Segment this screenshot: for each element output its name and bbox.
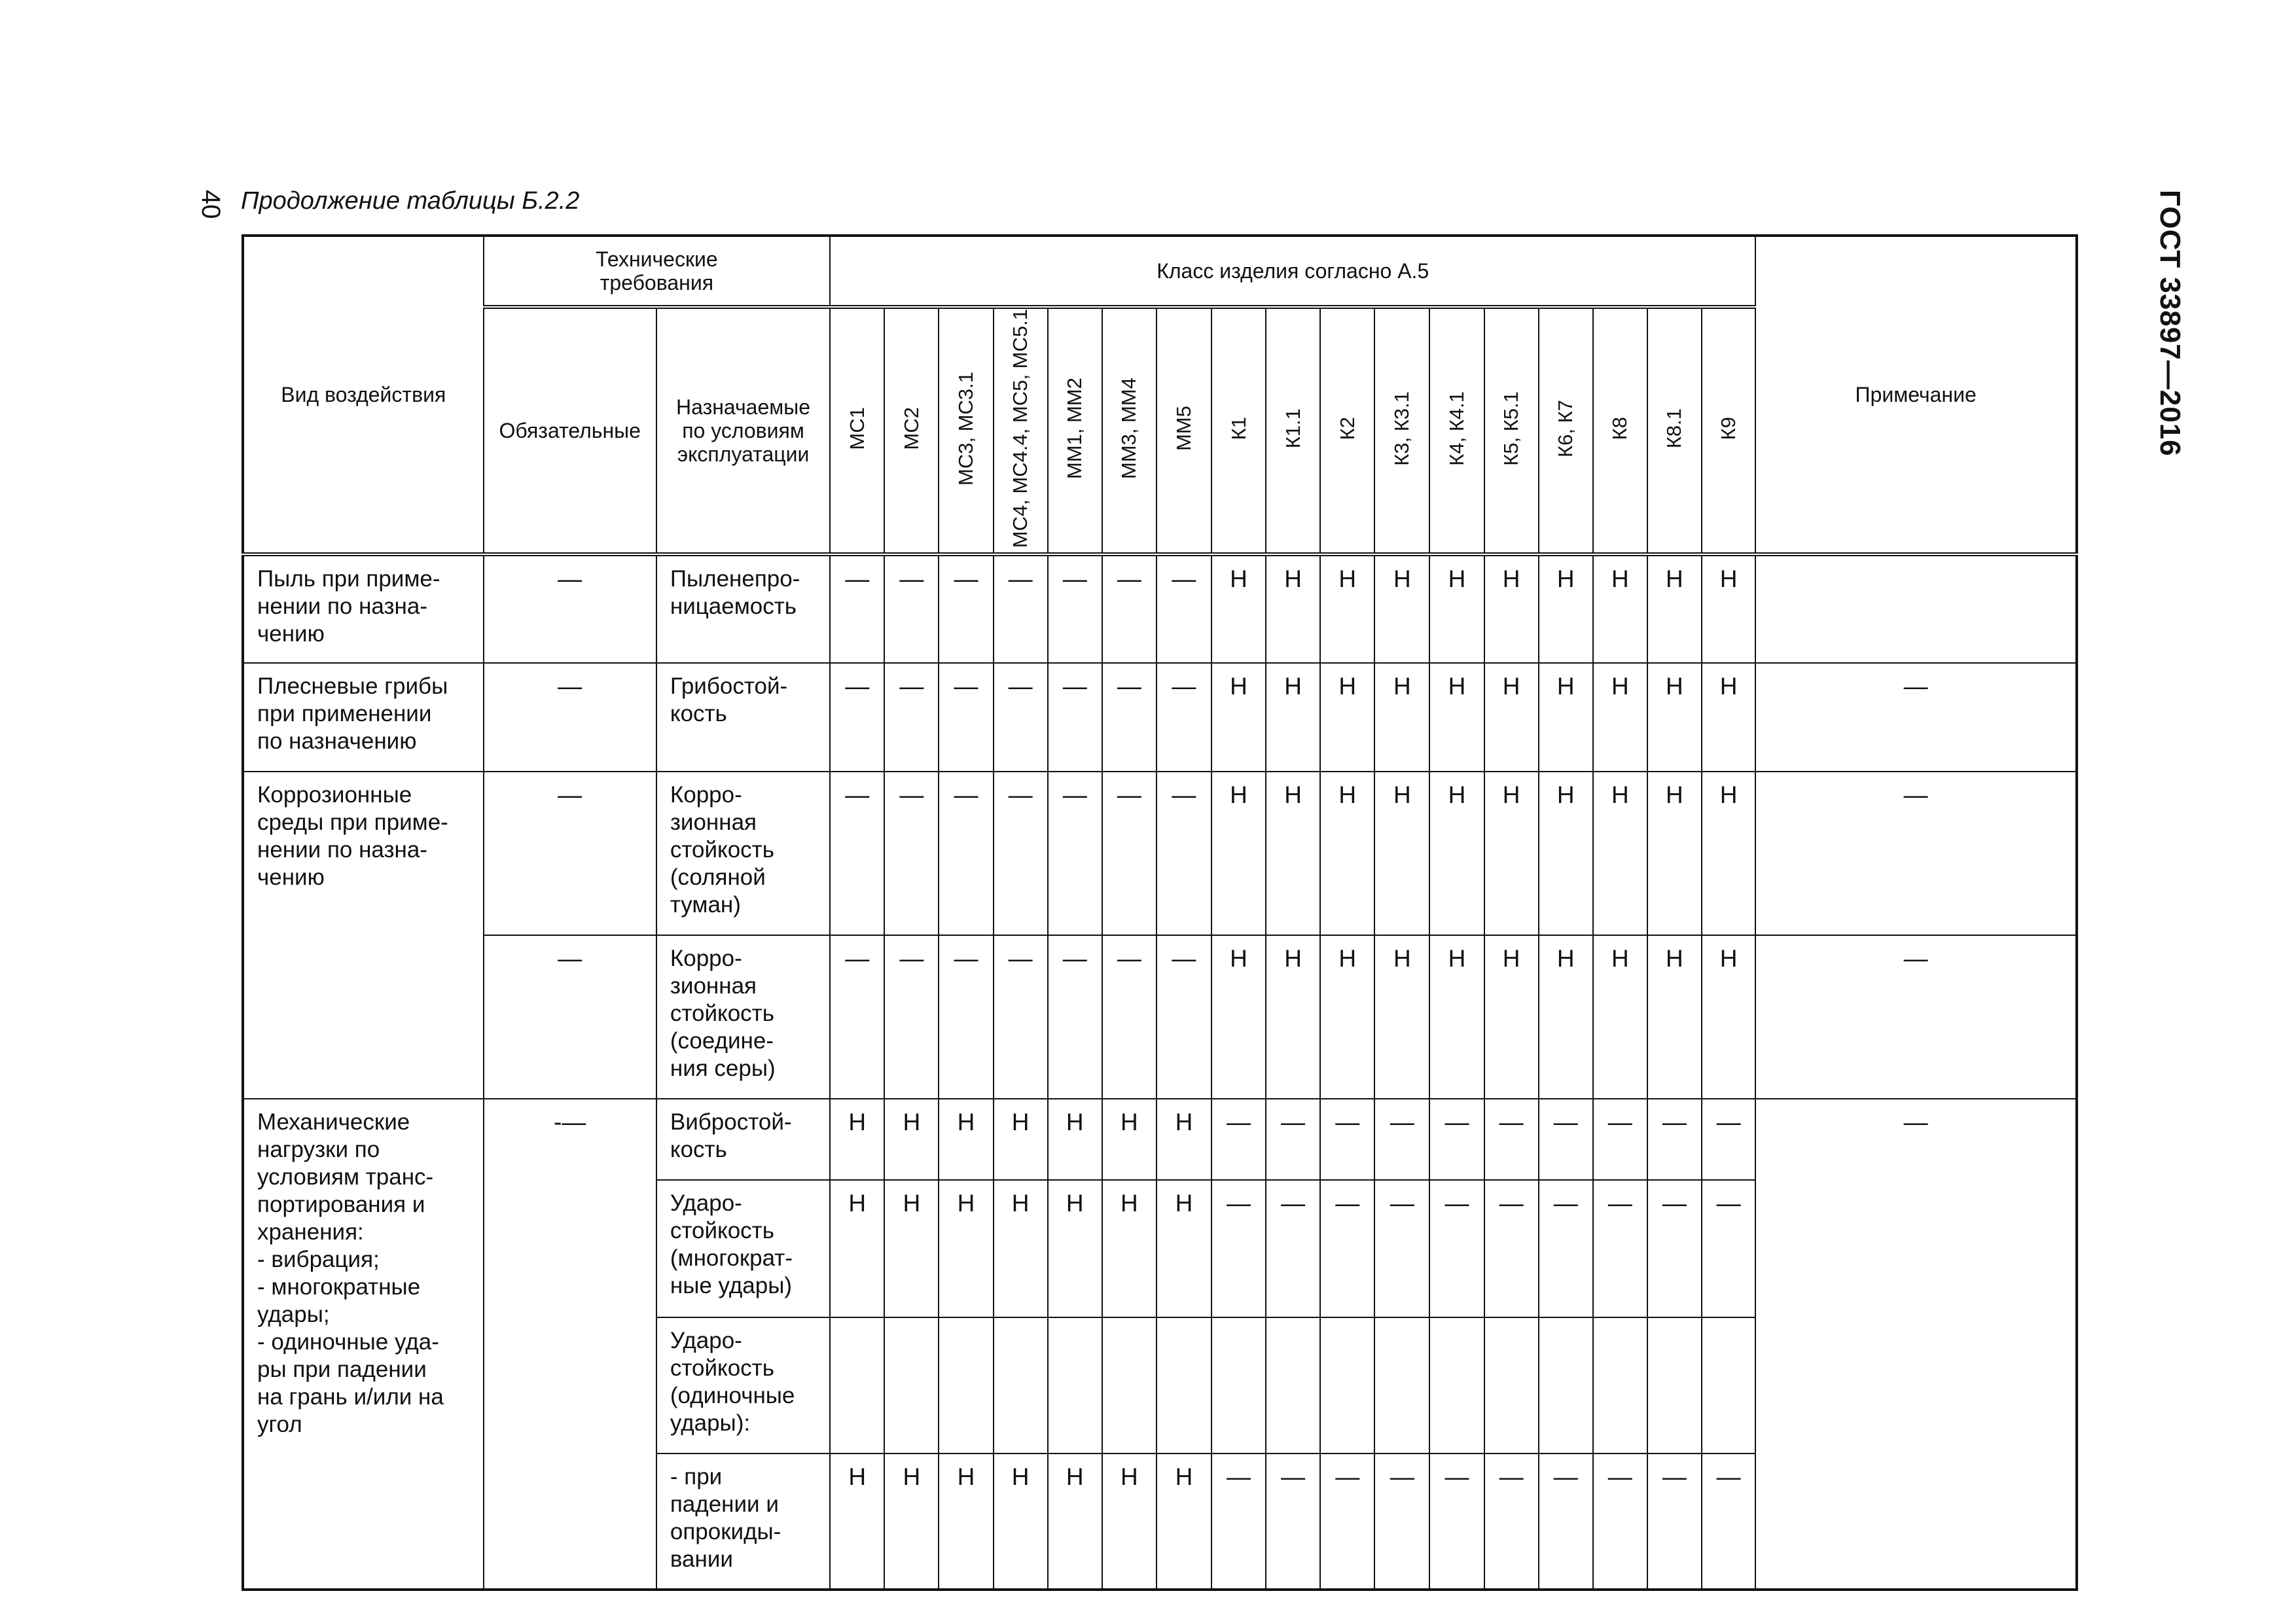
cell-value xyxy=(1429,1317,1484,1454)
cell-value: Н xyxy=(994,1099,1048,1180)
cell-value: Н xyxy=(830,1099,884,1180)
table-row xyxy=(243,663,2077,772)
cell-value: Н xyxy=(1429,663,1484,772)
cell-value: — xyxy=(1647,1180,1702,1317)
header-note: Примечание xyxy=(1755,236,2077,554)
cell-value: — xyxy=(884,935,939,1099)
cell-value: — xyxy=(830,663,884,772)
cell-value xyxy=(1374,1317,1429,1454)
cell-value: Н xyxy=(1539,663,1593,772)
cell-value: Н xyxy=(1484,935,1539,1099)
cell-value: — xyxy=(939,935,993,1099)
table-continuation-title: Продолжение таблицы Б.2.2 xyxy=(241,187,580,215)
cell-value: — xyxy=(1266,1099,1320,1180)
cell-value: Н xyxy=(1647,772,1702,935)
cell-value: — xyxy=(830,554,884,663)
cell-value: Н xyxy=(884,1099,939,1180)
header-class-label: ММ3, ММ4 xyxy=(1117,378,1141,480)
cell-value: Н xyxy=(1702,663,1755,772)
cell-value: Н xyxy=(884,1180,939,1317)
cell-impact: Коррозионные среды при приме- нении по назна- чению xyxy=(243,772,484,1099)
cell-value: Н xyxy=(994,1180,1048,1317)
cell-value: Н xyxy=(1048,1099,1102,1180)
cell-value: — xyxy=(939,772,993,935)
cell-value: — xyxy=(1048,935,1102,1099)
cell-value: — xyxy=(939,663,993,772)
header-assigned: Назначаемые по условиям эксплуатации xyxy=(656,307,830,554)
cell-value: — xyxy=(1702,1454,1755,1590)
cell-value: Н xyxy=(1102,1454,1157,1590)
cell-value: — xyxy=(1484,1454,1539,1590)
cell-value: Н xyxy=(1702,554,1755,663)
cell-value: — xyxy=(994,772,1048,935)
cell-value: — xyxy=(1157,935,1211,1099)
cell-value: Н xyxy=(1320,663,1374,772)
cell-value xyxy=(1484,1317,1539,1454)
cell-value: — xyxy=(1320,1180,1374,1317)
cell-value: Н xyxy=(1429,554,1484,663)
cell-note: — xyxy=(1755,663,2077,772)
cell-assigned: Корро- зионная стойкость (соедине- ния серы) xyxy=(656,935,830,1099)
header-class-label: МС2 xyxy=(899,406,923,450)
header-class-label: К3, К3.1 xyxy=(1390,391,1414,466)
cell-value: — xyxy=(1102,663,1157,772)
cell-value: — xyxy=(1320,1099,1374,1180)
header-class-label: К2 xyxy=(1335,416,1359,440)
cell-value: Н xyxy=(884,1454,939,1590)
cell-value: Н xyxy=(939,1454,993,1590)
cell-value: Н xyxy=(939,1099,993,1180)
cell-value: Н xyxy=(1320,935,1374,1099)
header-class-2 xyxy=(939,307,993,554)
cell-value xyxy=(1539,1317,1593,1454)
cell-value: Н xyxy=(830,1454,884,1590)
header-class-12 xyxy=(1484,307,1539,554)
cell-value: Н xyxy=(1374,935,1429,1099)
cell-mandatory: — xyxy=(484,935,656,1099)
cell-value: Н xyxy=(1647,554,1702,663)
cell-value: — xyxy=(1157,554,1211,663)
cell-value: — xyxy=(1539,1099,1593,1180)
header-class-label: К4, К4.1 xyxy=(1444,391,1468,466)
header-mandatory: Обязательные xyxy=(484,307,656,554)
cell-value: Н xyxy=(939,1180,993,1317)
cell-mandatory: — xyxy=(484,772,656,935)
cell-note: — xyxy=(1755,772,2077,935)
cell-value: Н xyxy=(1539,772,1593,935)
header-class-7 xyxy=(1211,307,1266,554)
header-class-label: МС1 xyxy=(845,406,869,450)
cell-value: Н xyxy=(1484,554,1539,663)
cell-value: — xyxy=(1484,1180,1539,1317)
cell-value: Н xyxy=(1320,772,1374,935)
cell-impact: Механические нагрузки по условиям транс- портирования и хранения: - вибрация; - многократные удары; - одиночные уда- ры при падении на грань и/или на угол xyxy=(243,1099,484,1590)
cell-value: — xyxy=(1429,1454,1484,1590)
header-class-14 xyxy=(1593,307,1647,554)
cell-value: — xyxy=(1539,1180,1593,1317)
cell-value: — xyxy=(1374,1454,1429,1590)
cell-value xyxy=(1211,1317,1266,1454)
cell-value: — xyxy=(1647,1099,1702,1180)
cell-mandatory: -— xyxy=(484,1099,656,1590)
cell-value xyxy=(1102,1317,1157,1454)
cell-mandatory: — xyxy=(484,663,656,772)
cell-value: — xyxy=(1429,1180,1484,1317)
cell-value: Н xyxy=(1157,1180,1211,1317)
cell-value: — xyxy=(1647,1454,1702,1590)
cell-assigned: - при падении и опрокиды- вании xyxy=(656,1454,830,1590)
cell-value: — xyxy=(830,772,884,935)
cell-value xyxy=(1647,1317,1702,1454)
cell-value: Н xyxy=(1539,554,1593,663)
cell-value: — xyxy=(1593,1454,1647,1590)
cell-assigned: Пыленепро- ницаемость xyxy=(656,554,830,663)
cell-value: — xyxy=(994,935,1048,1099)
header-class-15 xyxy=(1647,307,1702,554)
header-class-label: ММ1, ММ2 xyxy=(1063,378,1086,480)
cell-value: Н xyxy=(1266,663,1320,772)
cell-assigned: Вибростой- кость xyxy=(656,1099,830,1180)
cell-value: — xyxy=(1429,1099,1484,1180)
cell-value: — xyxy=(1211,1180,1266,1317)
cell-value: Н xyxy=(1647,935,1702,1099)
table-row xyxy=(243,935,2077,1099)
cell-note xyxy=(1755,554,2077,663)
header-class-16 xyxy=(1702,307,1755,554)
header-class-label: К1 xyxy=(1227,416,1250,440)
cell-value: — xyxy=(1266,1180,1320,1317)
cell-impact: Пыль при приме- нении по назна- чению xyxy=(243,554,484,663)
cell-value xyxy=(830,1317,884,1454)
cell-value: — xyxy=(939,554,993,663)
header-class-10 xyxy=(1374,307,1429,554)
cell-value: Н xyxy=(1539,935,1593,1099)
cell-value: Н xyxy=(1211,663,1266,772)
cell-value: Н xyxy=(1157,1454,1211,1590)
cell-value: Н xyxy=(1048,1454,1102,1590)
cell-assigned: Ударо- стойкость (одиночные удары): xyxy=(656,1317,830,1454)
cell-value: Н xyxy=(1320,554,1374,663)
header-class-label: МС3, МС3.1 xyxy=(954,371,977,486)
cell-value: Н xyxy=(830,1180,884,1317)
cell-value xyxy=(884,1317,939,1454)
cell-value: Н xyxy=(1266,772,1320,935)
header-class-label: К8 xyxy=(1608,416,1632,440)
cell-value: — xyxy=(1048,554,1102,663)
cell-value: — xyxy=(1593,1180,1647,1317)
cell-value: — xyxy=(1211,1099,1266,1180)
cell-value: Н xyxy=(1266,554,1320,663)
cell-impact: Плесневые грибы при применении по назначению xyxy=(243,663,484,772)
cell-value: — xyxy=(884,554,939,663)
header-class-9 xyxy=(1320,307,1374,554)
cell-value xyxy=(1157,1317,1211,1454)
header-class-label: ММ5 xyxy=(1172,406,1195,452)
cell-value: Н xyxy=(1374,554,1429,663)
cell-value: — xyxy=(1157,663,1211,772)
cell-value: Н xyxy=(1593,772,1647,935)
cell-assigned: Корро- зионная стойкость (соляной туман) xyxy=(656,772,830,935)
header-tech-requirements: Технические требования xyxy=(484,236,831,307)
standard-identifier: ГОСТ 33897—2016 xyxy=(2154,190,2186,457)
header-class-label: К9 xyxy=(1717,416,1740,440)
header-product-class: Класс изделия согласно А.5 xyxy=(830,236,1755,307)
cell-value: — xyxy=(1048,663,1102,772)
header-class-1 xyxy=(884,307,939,554)
cell-value: — xyxy=(1048,772,1102,935)
cell-value xyxy=(994,1317,1048,1454)
cell-value: Н xyxy=(994,1454,1048,1590)
cell-value: — xyxy=(994,663,1048,772)
cell-value xyxy=(939,1317,993,1454)
cell-value: Н xyxy=(1647,663,1702,772)
cell-value: Н xyxy=(1048,1180,1102,1317)
cell-value: — xyxy=(884,772,939,935)
cell-value: — xyxy=(1266,1454,1320,1590)
cell-value: Н xyxy=(1211,772,1266,935)
header-class-13 xyxy=(1539,307,1593,554)
cell-value: Н xyxy=(1429,772,1484,935)
cell-value: Н xyxy=(1429,935,1484,1099)
cell-assigned: Ударо- стойкость (многократ- ные удары) xyxy=(656,1180,830,1317)
cell-value xyxy=(1593,1317,1647,1454)
header-class-6 xyxy=(1157,307,1211,554)
cell-value xyxy=(1702,1317,1755,1454)
requirements-table xyxy=(242,234,2078,1591)
cell-value: Н xyxy=(1211,554,1266,663)
page-number: 40 xyxy=(196,190,225,219)
cell-value: Н xyxy=(1593,554,1647,663)
cell-value: — xyxy=(1102,772,1157,935)
cell-value: — xyxy=(1157,772,1211,935)
cell-value xyxy=(1048,1317,1102,1454)
cell-value: — xyxy=(884,663,939,772)
header-class-4 xyxy=(1048,307,1102,554)
header-class-label: К1.1 xyxy=(1281,408,1304,449)
cell-value: Н xyxy=(1702,935,1755,1099)
cell-value: — xyxy=(1539,1454,1593,1590)
table-row xyxy=(243,772,2077,935)
cell-value: Н xyxy=(1211,935,1266,1099)
cell-value: — xyxy=(1102,554,1157,663)
cell-value: — xyxy=(1320,1454,1374,1590)
cell-value: Н xyxy=(1484,772,1539,935)
cell-value: Н xyxy=(1157,1099,1211,1180)
cell-value: — xyxy=(1484,1099,1539,1180)
cell-value: — xyxy=(830,935,884,1099)
header-class-label: К6, К7 xyxy=(1554,399,1577,457)
header-class-11 xyxy=(1429,307,1484,554)
header-impact: Вид воздействия xyxy=(243,236,484,554)
cell-value: — xyxy=(1211,1454,1266,1590)
header-class-label: МС4, МС4.4, МС5, МС5.1 xyxy=(1009,309,1032,548)
cell-note: — xyxy=(1755,935,2077,1099)
cell-value: Н xyxy=(1102,1180,1157,1317)
header-class-3 xyxy=(994,307,1048,554)
cell-value: — xyxy=(1593,1099,1647,1180)
cell-value: Н xyxy=(1102,1099,1157,1180)
cell-value: Н xyxy=(1593,935,1647,1099)
header-class-0 xyxy=(830,307,884,554)
cell-value: — xyxy=(1374,1180,1429,1317)
table-row xyxy=(243,554,2077,663)
cell-value: — xyxy=(994,554,1048,663)
header-class-5 xyxy=(1102,307,1157,554)
cell-value: Н xyxy=(1266,935,1320,1099)
cell-value: — xyxy=(1374,1099,1429,1180)
cell-value: Н xyxy=(1484,663,1539,772)
cell-value: Н xyxy=(1374,663,1429,772)
cell-assigned: Грибостой- кость xyxy=(656,663,830,772)
table-row xyxy=(243,1099,2077,1180)
cell-value: — xyxy=(1102,935,1157,1099)
cell-value xyxy=(1320,1317,1374,1454)
cell-note: — xyxy=(1755,1099,2077,1590)
header-class-label: К5, К5.1 xyxy=(1499,391,1523,466)
cell-mandatory: — xyxy=(484,554,656,663)
header-class-8 xyxy=(1266,307,1320,554)
cell-value: — xyxy=(1702,1180,1755,1317)
cell-value: Н xyxy=(1374,772,1429,935)
cell-value xyxy=(1266,1317,1320,1454)
cell-value: — xyxy=(1702,1099,1755,1180)
cell-value: Н xyxy=(1593,663,1647,772)
header-class-label: К8.1 xyxy=(1662,408,1686,449)
cell-value: Н xyxy=(1702,772,1755,935)
